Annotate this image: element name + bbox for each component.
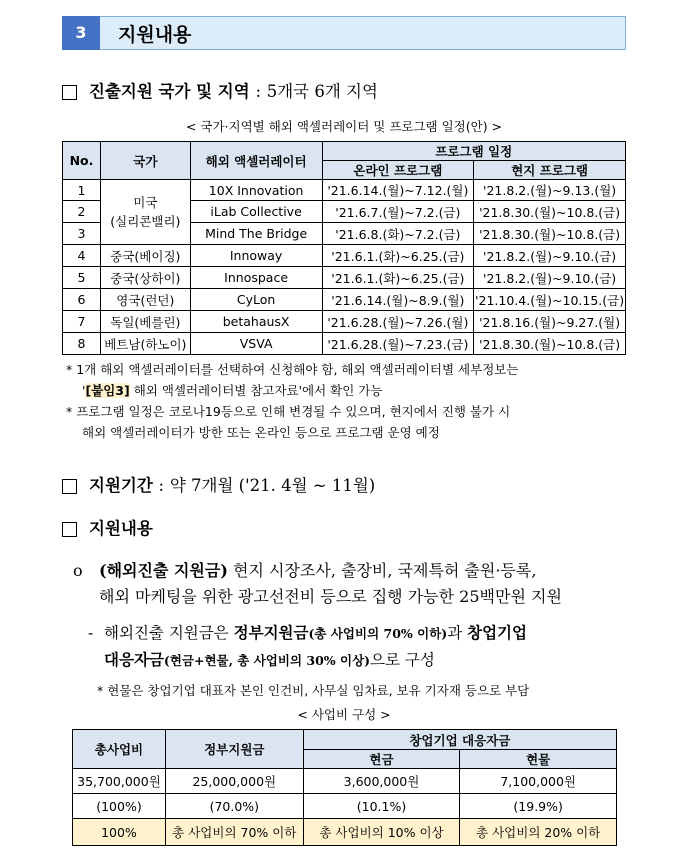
checkbox-icon bbox=[62, 522, 77, 537]
cell-percent: (100%) bbox=[73, 794, 166, 819]
dash-mark: - bbox=[88, 624, 94, 642]
th-online: 온라인 프로그램 bbox=[322, 161, 474, 180]
cell-online: '21.6.7.(월)~7.2.(금) bbox=[322, 201, 474, 223]
cell-online: '21.6.1.(화)~6.25.(금) bbox=[322, 245, 474, 267]
cell-accel: Innospace bbox=[190, 267, 322, 289]
cell-country-us: 미국 (실리콘밸리) bbox=[100, 180, 190, 245]
cell-online: '21.6.1.(화)~6.25.(금) bbox=[322, 267, 474, 289]
cell-no: 8 bbox=[63, 333, 101, 355]
cell-no: 7 bbox=[63, 311, 101, 333]
cell-local: '21.8.30.(월)~10.8.(금) bbox=[474, 223, 626, 245]
period-heading bbox=[62, 472, 375, 496]
period-sep: : bbox=[158, 476, 165, 495]
cell-percent: (70.0%) bbox=[165, 794, 303, 819]
bullet-mark: o bbox=[73, 561, 83, 580]
th-local: 현지 프로그램 bbox=[474, 161, 626, 180]
th-country: 국가 bbox=[100, 142, 190, 180]
checkbox-icon bbox=[62, 85, 77, 100]
cell-accel: betahausX bbox=[190, 311, 322, 333]
table1-notes bbox=[66, 359, 631, 443]
cell-no: 2 bbox=[63, 201, 101, 223]
note-2-line-1: * 프로그램 일정은 코로나19등으로 인해 변경될 수 있으며, 현지에서 진행 불가 시 bbox=[66, 404, 511, 419]
sub-text-a: 해외진출 지원금은 bbox=[104, 624, 234, 642]
cell-no: 4 bbox=[63, 245, 101, 267]
cell-local: '21.10.4.(월)~10.15.(금) bbox=[474, 289, 626, 311]
cell-no: 1 bbox=[63, 180, 101, 201]
table-row bbox=[63, 245, 626, 267]
countries-sep: : bbox=[255, 82, 261, 101]
cell-country: 중국(상하이) bbox=[100, 267, 190, 289]
cell-local: '21.8.30.(월)~10.8.(금) bbox=[474, 333, 626, 355]
countries-value: 5개국 6개 지역 bbox=[266, 82, 378, 101]
cell-no: 5 bbox=[63, 267, 101, 289]
sub-text-f: 대응자금 bbox=[104, 650, 164, 669]
cell-local: '21.8.2.(월)~9.13.(월) bbox=[474, 180, 626, 201]
support-heading bbox=[62, 515, 153, 539]
cell-online: '21.6.8.(화)~7.2.(금) bbox=[322, 223, 474, 245]
th-match: 창업기업 대응자금 bbox=[303, 730, 616, 750]
cell-local: '21.8.30.(월)~10.8.(금) bbox=[474, 201, 626, 223]
section-number: 3 bbox=[62, 16, 100, 50]
cell-accel: 10X Innovation bbox=[190, 180, 322, 201]
cell-local: '21.8.2.(월)~9.10.(금) bbox=[474, 245, 626, 267]
table-row bbox=[73, 794, 617, 819]
cell-amount: 7,100,000원 bbox=[460, 769, 617, 794]
note-1-quote: ' bbox=[82, 383, 86, 398]
cell-no: 6 bbox=[63, 289, 101, 311]
cell-local: '21.8.2.(월)~9.10.(금) bbox=[474, 267, 626, 289]
th-no: No. bbox=[63, 142, 101, 180]
note-1-line-2 bbox=[66, 380, 631, 401]
cell-online: '21.6.14.(월)~7.12.(월) bbox=[322, 180, 474, 201]
countries-heading bbox=[62, 78, 378, 102]
bullet-rest: 현지 시장조사, 출장비, 국제특허 출원·등록, bbox=[227, 561, 537, 580]
accelerator-table bbox=[62, 141, 626, 355]
cell-rule: 총 사업비의 10% 이상 bbox=[303, 819, 460, 846]
countries-label: 진출지원 국가 및 지역 bbox=[89, 82, 250, 101]
cell-accel: VSVA bbox=[190, 333, 322, 355]
sub-text-h: 으로 구성 bbox=[370, 651, 435, 669]
cell-percent: (19.9%) bbox=[460, 794, 617, 819]
cell-country: 영국(런던) bbox=[100, 289, 190, 311]
cell-online: '21.6.14.(월)~8.9.(월) bbox=[322, 289, 474, 311]
table2-caption: < 사업비 구성 > bbox=[297, 707, 391, 722]
table-row bbox=[63, 180, 626, 201]
support-label: 지원내용 bbox=[89, 519, 153, 538]
th-total: 총사업비 bbox=[73, 730, 166, 769]
th-gov: 정부지원금 bbox=[165, 730, 303, 769]
note-1-line-1: * 1개 해외 액셀러레이터를 선택하여 신청해야 함, 해외 액셀러레이터별 세부정보는 bbox=[66, 362, 519, 377]
cell-no: 3 bbox=[63, 223, 101, 245]
cell-online: '21.6.28.(월)~7.23.(금) bbox=[322, 333, 474, 355]
note-2-line-2: 해외 액셀러레이터가 방한 또는 온라인 등으로 프로그램 운영 예정 bbox=[82, 425, 440, 440]
cell-accel: Innoway bbox=[190, 245, 322, 267]
checkbox-icon bbox=[62, 479, 77, 494]
cell-accel: CyLon bbox=[190, 289, 322, 311]
table-row bbox=[63, 267, 626, 289]
cell-online: '21.6.28.(월)~7.26.(월) bbox=[322, 311, 474, 333]
th-accel: 해외 액셀러레이터 bbox=[190, 142, 322, 180]
table-row bbox=[63, 311, 626, 333]
in-kind-note: * 현물은 창업기업 대표자 본인 인건비, 사무실 임차료, 보유 기자재 등으로 부담 bbox=[97, 683, 530, 698]
attachment-tag: [붙임3] bbox=[85, 383, 130, 398]
cell-amount: 25,000,000원 bbox=[165, 769, 303, 794]
sub-text-c: (총 사업비의 70% 이하) bbox=[308, 626, 448, 641]
bullet-line-2: 해외 마케팅을 위한 광고선전비 등으로 집행 가능한 25백만원 지원 bbox=[99, 587, 562, 606]
cell-rule: 100% bbox=[73, 819, 166, 846]
cell-accel: iLab Collective bbox=[190, 201, 322, 223]
sub-text-b: 정부지원금 bbox=[233, 623, 309, 642]
cell-country: 중국(베이징) bbox=[100, 245, 190, 267]
table-row bbox=[73, 769, 617, 794]
bullet-bold: (해외진출 지원금) bbox=[99, 561, 228, 580]
cell-accel: Mind The Bridge bbox=[190, 223, 322, 245]
sub-text-e: 창업기업 bbox=[467, 623, 528, 642]
sub-text-d: 과 bbox=[447, 624, 468, 642]
cell-country: 베트남(하노이) bbox=[100, 333, 190, 355]
cell-amount: 3,600,000원 bbox=[303, 769, 460, 794]
sub-text-g: (현금+현물, 총 사업비의 30% 이상) bbox=[163, 653, 371, 668]
period-value: 약 7개월 ('21. 4월 ~ 11월) bbox=[169, 476, 376, 495]
cell-rule: 총 사업비의 20% 이하 bbox=[460, 819, 617, 846]
table-row bbox=[73, 819, 617, 846]
th-schedule: 프로그램 일정 bbox=[322, 142, 626, 161]
table1-caption: < 국가·지역별 해외 액셀러레이터 및 프로그램 일정(안) > bbox=[185, 119, 503, 134]
th-cash: 현금 bbox=[303, 750, 460, 769]
cell-percent: (10.1%) bbox=[303, 794, 460, 819]
cell-amount: 35,700,000원 bbox=[73, 769, 166, 794]
th-kind: 현물 bbox=[460, 750, 617, 769]
section-title: 지원내용 bbox=[118, 24, 192, 46]
support-bullet bbox=[73, 558, 633, 610]
support-sub-item bbox=[88, 620, 633, 674]
table-row bbox=[63, 333, 626, 355]
budget-table bbox=[72, 729, 617, 846]
cell-rule: 총 사업비의 70% 이하 bbox=[165, 819, 303, 846]
cell-country: 독일(베를린) bbox=[100, 311, 190, 333]
cell-local: '21.8.16.(월)~9.27.(월) bbox=[474, 311, 626, 333]
note-1-rest: 해외 액셀러레이터별 참고자료'에서 확인 가능 bbox=[129, 383, 383, 398]
table-row bbox=[63, 289, 626, 311]
period-label: 지원기간 bbox=[89, 476, 153, 495]
